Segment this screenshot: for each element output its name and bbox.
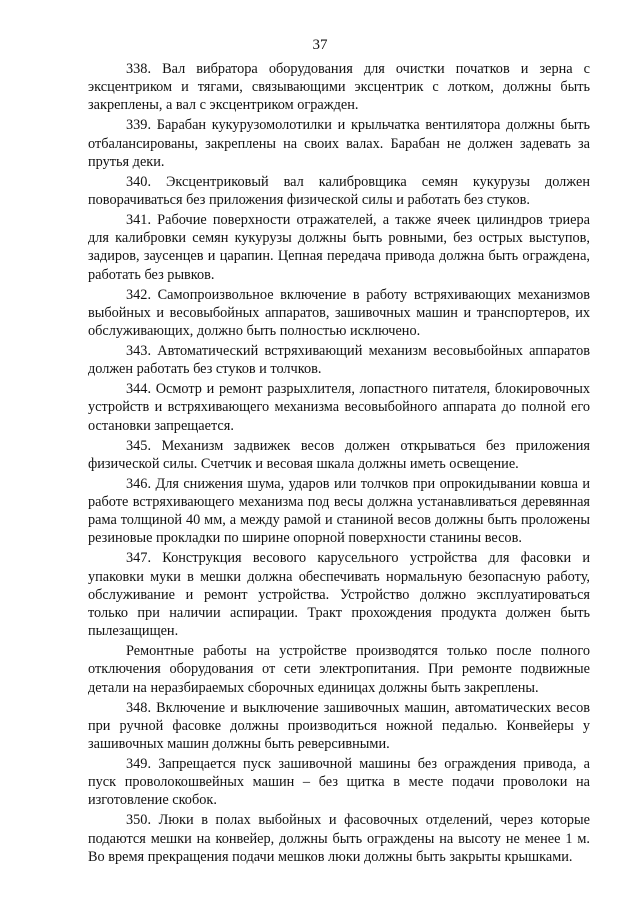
paragraph-345: 345. Механизм задвижек весов должен открываться без приложения физической силы. Счетчик и весовая шкала должны иметь освещение. xyxy=(88,437,590,472)
paragraph-348: 348. Включение и выключение зашивочных машин, автоматических весов при ручной фасовке должны производиться ножной педалью. Конвейеры у зашивочных машин должны быть реверсивными. xyxy=(88,699,590,753)
paragraph-341: 341. Рабочие поверхности отражателей, а также ячеек цилиндров триера для калибровки семян кукурузы должны быть ровными, без острых выступов, задиров, заусенцев и царапин. Цепная передача привода должна быть ограждена, работать без рывков. xyxy=(88,212,590,283)
paragraph-342: 342. Самопроизвольное включение в работу встряхивающих механизмов выбойных и весовыбойных аппаратов, зашивочных машин и транспортеров, их обслуживающих, должно быть полностью исключено. xyxy=(88,286,590,340)
paragraph-350: 350. Люки в полах выбойных и фасовочных отделений, через которые подаются мешки на конвейер, должны быть ограждены на высоту не менее 1 м. Во время прекращения подачи мешков люки должны быть закрыты крышками. xyxy=(88,812,590,865)
paragraph-338: 338. Вал вибратора оборудования для очистки початков и зерна с эксцентриком и тягами, связывающими эксцентрик с лотком, должны быть закреплены, а вал с эксцентриком огражден. xyxy=(88,61,590,114)
paragraph-340: 340. Эксцентриковый вал калибровщика семян кукурузы должен поворачиваться без приложения физической силы и работать без стуков. xyxy=(88,173,590,209)
paragraph-347: 347. Конструкция весового карусельного устройства для фасовки и упаковки муки в мешки должна обеспечивать нормальную безопасную работу, обслуживание и ремонт устройства. Устройство должно эксплуатироваться только при наличии аспирации. Тракт прохождения продукта должен быть пылезащищен. xyxy=(88,550,590,640)
paragraph-343: 343. Автоматический встряхивающий механизм весовыбойных аппаратов должен работать без стуков и толчков. xyxy=(88,343,590,378)
paragraph-344: 344. Осмотр и ремонт разрыхлителя, лопастного питателя, блокировочных устройств и встряхивающего механизма весовыбойного аппарата до полной его остановки запрещается. xyxy=(88,381,590,434)
page-number: 37 xyxy=(312,37,328,53)
paragraph-339: 339. Барабан кукурузомолотилки и крыльчатка вентилятора должны быть отбалансированы, закреплены на своих валах. Барабан не должен задевать за прутья деки. xyxy=(88,117,590,170)
paragraph-346: 346. Для снижения шума, ударов или толчков при опрокидывании ковша и работе встряхивающего механизма под весы должна устанавливаться деревянная рама толщиной 40 мм, а между рамой и станиной весов должны быть проложены резиновые прокладки по ширине опорной поверхности станины весов. xyxy=(88,475,590,547)
paragraph-349: 349. Запрещается пуск зашивочной машины без ограждения привода, а пуск проволокошвейных машин – без щитка в месте подачи проволоки на изготовление скобок. xyxy=(88,756,590,809)
document-body xyxy=(88,60,590,868)
paragraph-347-continued: Ремонтные работы на устройстве производятся только после полного отключения оборудования от сети электропитания. При ремонте подвижные детали на неразбираемых сборочных единицах должны быть закреплены. xyxy=(88,643,590,696)
